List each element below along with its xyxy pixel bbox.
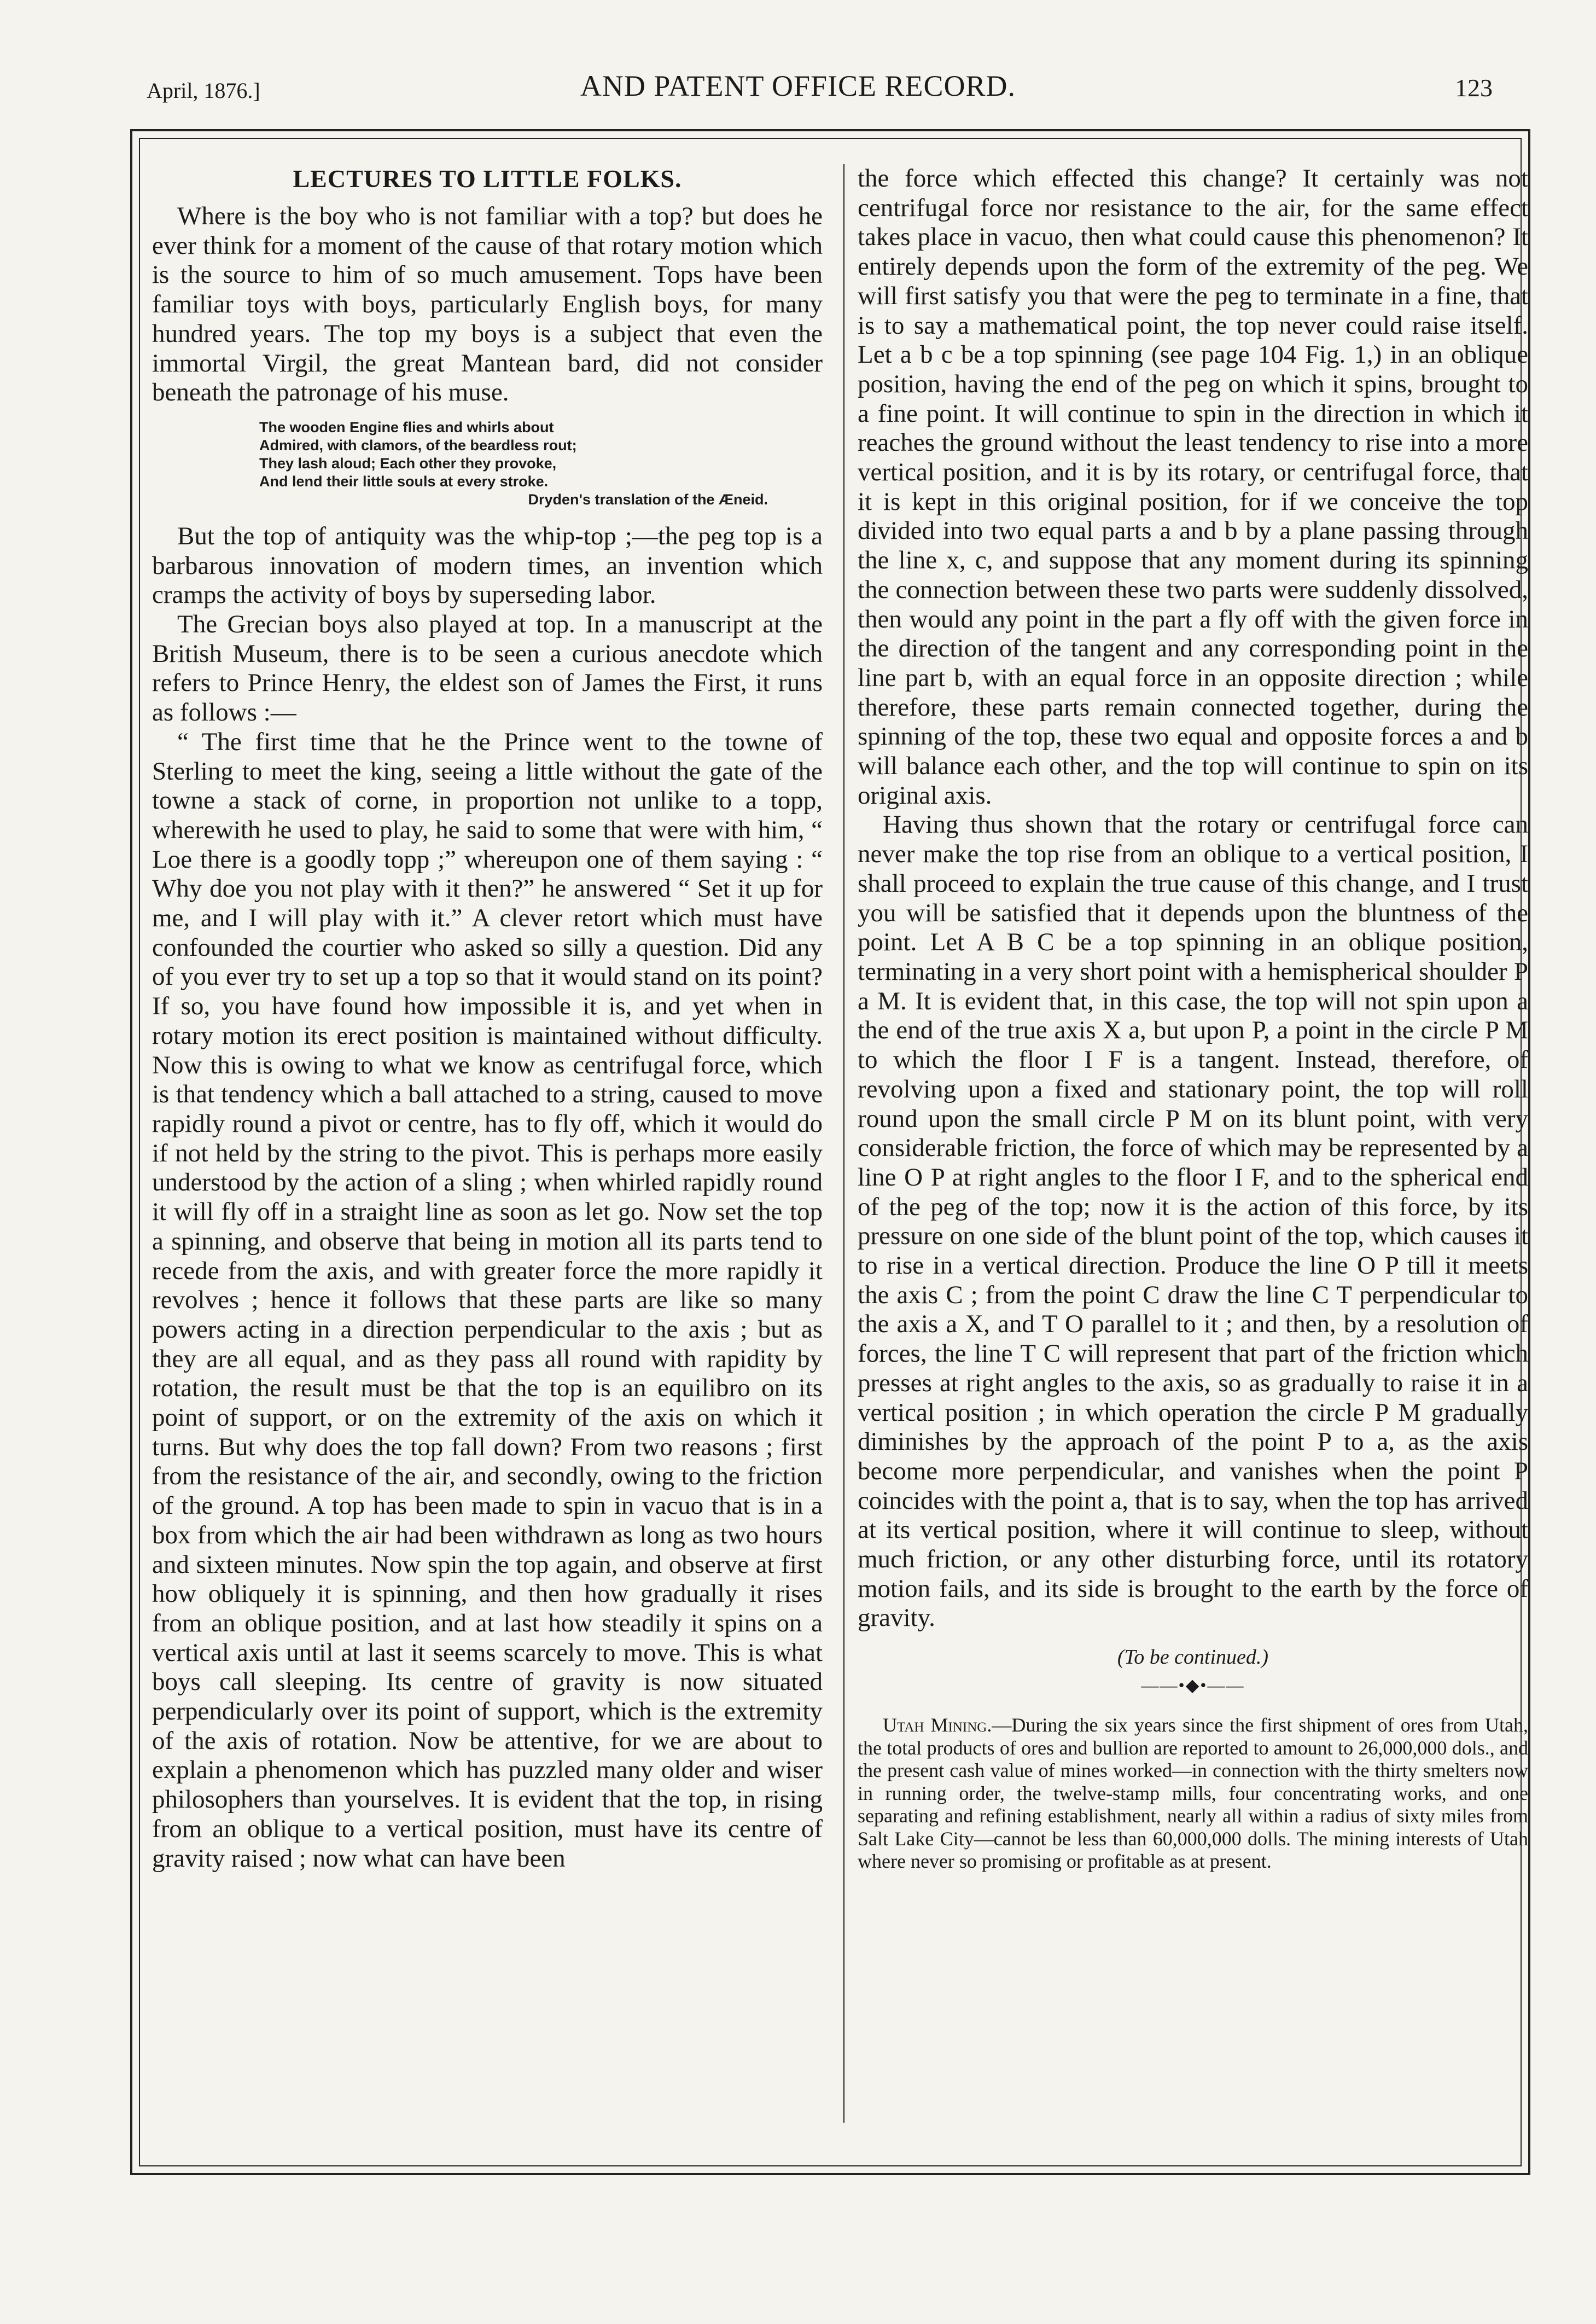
poem-line: Admired, with clamors, of the beardless rout;	[259, 437, 577, 454]
running-title: AND PATENT OFFICE RECORD.	[580, 69, 1016, 102]
paragraph-whip-top: But the top of antiquity was the whip-top ;—the peg top is a barbarous innovation of modern times, an invention which cramps the activity of boys by superseding labor.	[152, 521, 823, 609]
right-column	[858, 164, 1528, 2139]
page-number: 123	[1455, 74, 1493, 102]
poem-quote	[259, 419, 823, 509]
paragraph-grecian: The Grecian boys also played at top. In a manuscript at the British Museum, there is to be seen a curious anecdote which refers to Prince Henry, the eldest son of James the First, it runs as follows :—	[152, 610, 823, 727]
poem-line: They lash aloud; Each other they provoke,	[259, 455, 557, 472]
column-rule	[843, 164, 844, 2123]
to-be-continued: (To be continued.)	[1117, 1646, 1269, 1669]
paragraph-intro: Where is the boy who is not familiar with a top? but does he ever think for a moment of the cause of that rotary motion which is the source to him of so much amusement. Tops have been familiar toys with boys, particularly English boys, for many hundred years. The top my boys is a subject that even the immortal Virgil, the great Mantean bard, did not consider beneath the patronage of his muse.	[152, 202, 823, 407]
ornament-divider: ——•◆•——	[1141, 1675, 1245, 1695]
note-body: —During the six years since the first shipment of ores from Utah, the total products of ores and bullion are reported to amount to 26,000,000 dols., and the present cash value of mines worked—in connection with the thirty smelters now in running order, the twelve-stamp mills, four concentrating works, and one separating and refining establishment, nearly all within a radius of sixty miles from Salt Lake City—cannot be less than 60,000,000 dolls. The mining interests of Utah where never so promising or profitable as at present.	[858, 1714, 1528, 1873]
left-column	[152, 164, 823, 2139]
poem-line: And lend their little souls at every stroke.	[259, 473, 549, 490]
article-title: LECTURES TO LITTLE FOLKS.	[293, 165, 682, 193]
poem-line: The wooden Engine flies and whirls about	[259, 419, 554, 435]
paragraph-prince-henry: “ The first time that he the Prince went to the towne of Sterling to meet the king, seeing a little without the gate of the towne a stack of corne, in proportion not unlike to a topp, wherewith he used to play, he said to some that were with him, “ Loe there is a goodly topp ;” whereupon one of them saying : “ Why doe you not play with it then?” he answered “ Set it up for me, and I will play with it.” A clever retort which must have confounded the courtier who asked so silly a question. Did any of you ever try to set up a top so that it would stand on its point? If so, you have found how impossible it is, and yet when in rotary motion its erect position is maintained without difficulty. Now this is owing to what we know as centrifugal force, which is that tendency which a ball attached to a string, caused to move rapidly round a pivot or centre, has to fly off, which it would do if not held by the string to the pivot. This is perhaps more easily understood by the action of a sling ; when whirled rapidly round it will fly off in a straight line as soon as let go. Now set the top a spinning, and observe that being in motion all its parts tend to recede from the axis, and with greater force the more rapidly it revolves ; hence it follows that these parts are like so many powers acting in a direction perpendicular to the axis ; but as they are all equal, and as they pass all round with rapidity by rotation, the result must be that the top is an equilibro on its point of support, or on the extremity of the axis on which it turns. But why does the top fall down? From two reasons ; first from the resistance of the air, and secondly, owing to the friction of the ground. A top has been made to spin in vacuo that is in a box from which the air had been withdrawn as long as two hours and sixteen minutes. Now spin the top again, and observe at first how obliquely it is spinning, and then how gradually it rises from an oblique position, and at last how steadily it spins on a vertical axis until at last it seems scarcely to move. This is what boys call sleeping. Its centre of gravity is now situated perpendicularly over its point of support, which is the extremity of the axis of rotation. Now be attentive, for we are about to explain a phenomenon which has puzzled many older and wiser philosophers than yourselves. It is evident that the top, in rising from an oblique to a vertical position, must have its centre of gravity raised ; now what can have been	[152, 727, 823, 1873]
utah-mining-note	[858, 1714, 1528, 1873]
paragraph-force: the force which effected this change? It certainly was not centrifugal force nor resistance to the air, for the same effect takes place in vacuo, then what could cause this phenomenon? It entirely depends upon the form of the extremity of the peg. We will first satisfy you that were the peg to terminate in a fine, that is to say a mathematical point, the top never could raise itself. Let a b c be a top spinning (see page 104 Fig. 1,) in an oblique position, having the end of the peg on which it spins, brought to a fine point. It will continue to spin in the direction in which it reaches the ground without the least tendency to rise into a more vertical position, and it is by its rotary, or centrifugal force, that it is kept in this original position, for if we conceive the top divided into two equal parts a and b by a plane passing through the line x, c, and suppose that any moment during its spinning the connection between these two parts were suddenly dissolved, then would any point in the part a fly off with the given force in the direction of the tangent and any corresponding point in the line part b, with an equal force in an opposite direction ; while therefore, these parts remain connected together, during the spinning of the top, these two equal and opposite forces a and b will balance each other, and the top will continue to spin on its original axis.	[858, 164, 1528, 810]
poem-credit: Dryden's translation of the Æneid.	[528, 491, 768, 508]
note-heading: Utah Mining.	[883, 1714, 992, 1736]
issue-date: April, 1876.]	[147, 78, 260, 103]
page-header	[0, 0, 1596, 126]
paragraph-bluntness: Having thus shown that the rotary or centrifugal force can never make the top rise from an oblique to a vertical position, I shall proceed to explain the true cause of this change, and I trust you will be satisfied that it depends upon the bluntness of the point. Let A B C be a top spinning in an oblique position, terminating in a very short point with a hemispherical shoulder P a M. It is evident that, in this case, the top will not spin upon a the end of the true axis X a, but upon P, a point in the circle P M to which the floor I F is a tangent. Instead, therefore, of revolving upon a fixed and stationary point, the top will roll round upon the small circle P M on its blunt point, with very considerable friction, the force of which may be represented by a line O P at right angles to the floor I F, and to the spherical end of the peg of the top; now it is the action of this force, by its pressure on one side of the blunt point of the top, which causes it to rise in a vertical direction. Produce the line O P till it meets the axis C ; from the point C draw the line C T perpendicular to the axis a X, and T O parallel to it ; and then, by a resolution of forces, the line T C will represent that part of the friction which presses at right angles to the axis, so as gradually to raise it in a vertical position ; in which operation the circle P M gradually diminishes by the approach of the point P to a, as the axis become more perpendicular, and vanishes when the point P coincides with the point a, that is to say, when the top has arrived at its vertical position, where it will continue to sleep, without much friction, or any other disturbing force, until its rotatory motion fails, and its side is brought to the earth by the force of gravity.	[858, 810, 1528, 1632]
page-frame	[130, 129, 1530, 2175]
